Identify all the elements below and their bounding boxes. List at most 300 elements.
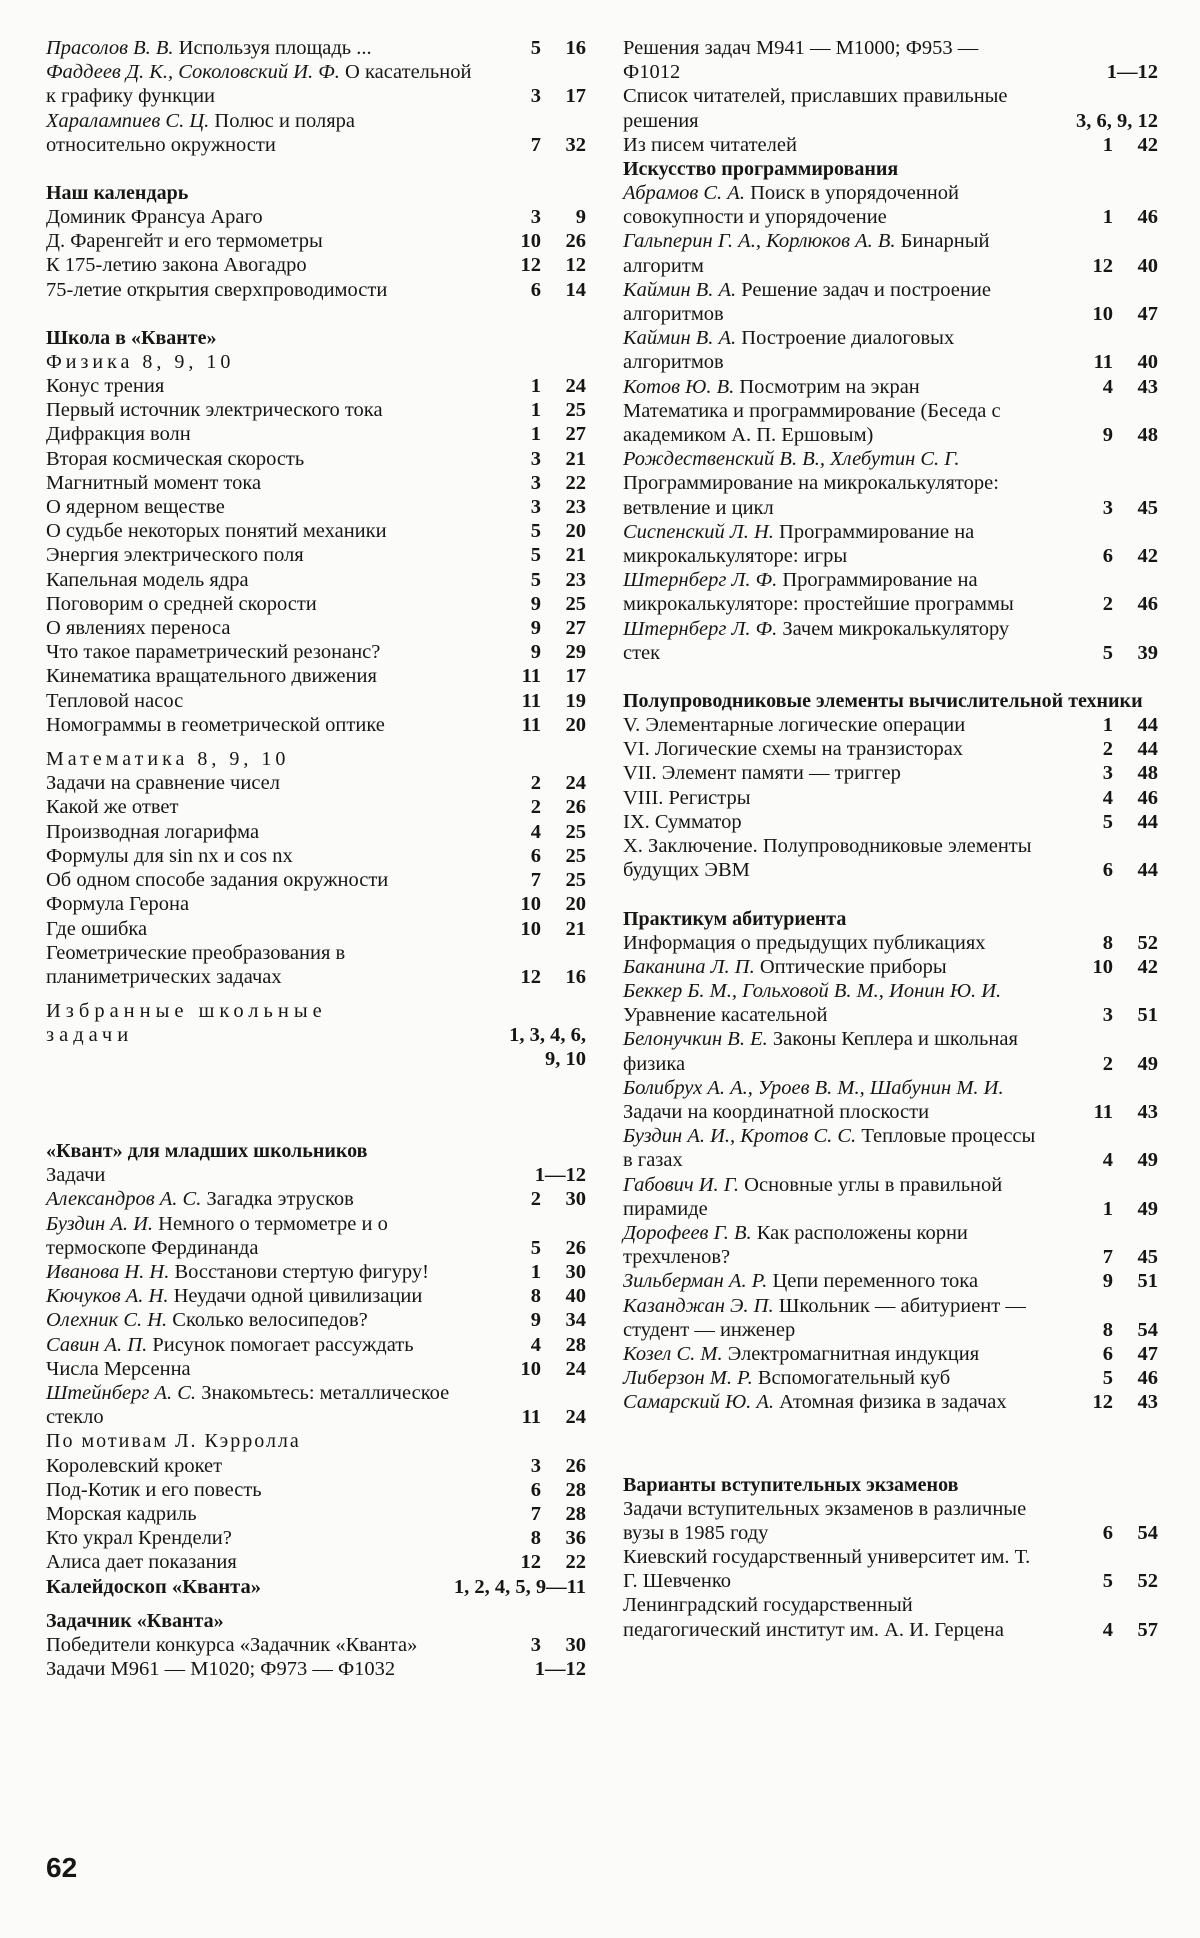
index-entry	[623, 786, 1158, 810]
entry-page: 51	[1137, 1004, 1158, 1027]
index-entry	[623, 617, 1158, 665]
entry-author: Александров А. С.	[46, 1188, 202, 1211]
index-entry	[623, 834, 1158, 882]
entry-issue: 5	[530, 1236, 541, 1259]
entry-title	[46, 60, 586, 108]
kaleidoscope-entry: Калейдоскоп «Кванта» 1, 2, 4, 5, 9—11	[46, 1575, 586, 1598]
entry-title	[623, 786, 1158, 810]
index-entry	[623, 229, 1158, 277]
entry-issue: 2	[530, 796, 541, 819]
entry-page: 21	[565, 447, 586, 470]
entry-title	[623, 810, 1158, 834]
entry-page: 28	[565, 1333, 586, 1356]
entry-title-text: Конус трения	[46, 375, 165, 398]
entry-title	[46, 892, 586, 916]
entry-page: 32	[565, 133, 586, 156]
index-entry	[46, 568, 586, 592]
entry-issue: 2	[1102, 1052, 1113, 1075]
entry-author: Котов Ю. В.	[623, 375, 735, 398]
entry-issue: 10	[520, 917, 541, 940]
entry-title-text: Электромагнитная индукция	[727, 1342, 980, 1365]
entry-issue: 9	[530, 617, 541, 640]
entry-page: 24	[565, 772, 586, 795]
entry-title	[623, 713, 1158, 737]
entry-title-text: Что такое параметрический резонанс?	[46, 641, 381, 664]
entry-page: 39	[1137, 641, 1158, 664]
entry-title	[46, 689, 586, 713]
entry-title	[46, 471, 586, 495]
entry-issue: 6	[1102, 1521, 1113, 1544]
entry-title-text: Загадка этрусков	[206, 1188, 354, 1211]
entry-title-text: Атомная физика в задачах	[779, 1391, 1007, 1414]
entry-title-text: Числа Мерсенна	[46, 1357, 191, 1380]
entry-title	[46, 664, 586, 688]
school-tasks-ref2: 9, 10	[545, 1048, 586, 1071]
entry-title	[623, 1342, 1158, 1366]
entry-page: 40	[565, 1285, 586, 1308]
entry-title-text: Энергия электрического поля	[46, 544, 304, 567]
entry-title	[46, 1478, 586, 1502]
entry-author: Болибрух А. А., Уроев В. М., Шабунин М. И.	[623, 1076, 1004, 1099]
entry-issue: 5	[1102, 1570, 1113, 1593]
entry-page: 21	[565, 544, 586, 567]
entry-issue: 4	[1102, 375, 1113, 398]
entry-title-text: Оптические приборы	[759, 955, 947, 978]
entry-title	[46, 1454, 586, 1478]
index-entry	[623, 979, 1158, 1027]
entry-title-text: Задачи вступительных экзаменов в различные вузы в 1985 году	[623, 1497, 1027, 1544]
index-entry	[46, 868, 586, 892]
entry-page: 16	[565, 965, 586, 988]
entry-title	[46, 1333, 586, 1357]
entry-issue: 1	[530, 375, 541, 398]
entry-issue: 3	[530, 447, 541, 470]
entry-title-text: VI. Логические схемы на транзисторах	[623, 738, 964, 761]
entry-title-text: Производная логарифма	[46, 820, 260, 843]
entry-title	[46, 868, 586, 892]
entry-title-text: Морская кадриль	[46, 1502, 197, 1525]
entry-issue: 1	[530, 1260, 541, 1283]
entry-author: Иванова Н. Н.	[46, 1260, 170, 1283]
entry-title-text: Программирование на микрокалькуляторе: игры	[623, 520, 975, 568]
entry-title-text: Школьник — абитуриент — студент — инженер	[623, 1294, 1026, 1341]
entry-title-text: Под-Котик и его повесть	[46, 1478, 262, 1501]
entry-issue: 8	[530, 1285, 541, 1308]
entry-page: 23	[565, 568, 586, 591]
entry-issue: 10	[520, 1357, 541, 1380]
entry-page: 12	[565, 254, 586, 277]
entry-issue: 7	[1102, 1246, 1113, 1269]
section-heading-exams: Варианты вступительных экзаменов	[623, 1473, 959, 1496]
entry-page: 49	[1137, 1149, 1158, 1172]
entry-title-text: Капельная модель ядра	[46, 568, 249, 591]
entry-title	[623, 617, 1158, 665]
index-entry	[46, 1381, 586, 1429]
entry-page: 14	[565, 278, 586, 301]
index-entry	[46, 844, 586, 868]
winners-entry: Победители конкурса «Задачник «Кванта» 3 30	[46, 1633, 586, 1656]
entry-issue: 12	[520, 254, 541, 277]
entry-title-text: Геометрические преобразования в планиметрических задачах	[46, 941, 346, 988]
entry-title-text: IX. Сумматор	[623, 810, 742, 833]
entry-title	[46, 229, 586, 253]
readers-list-entry: Список читателей, приславших правильные решения 3, 6, 9, 12	[623, 85, 1158, 132]
entry-page: 46	[1137, 593, 1158, 616]
entry-title-text: Как расположены корни трехчленов?	[623, 1221, 968, 1269]
index-entry	[623, 375, 1158, 399]
index-entry	[46, 820, 586, 844]
index-entry	[46, 689, 586, 713]
entry-page: 40	[1137, 254, 1158, 277]
entry-title	[623, 1390, 1158, 1414]
index-entry	[623, 761, 1158, 785]
entry-page: 47	[1137, 303, 1158, 326]
index-entry	[623, 1593, 1158, 1641]
entry-title	[623, 375, 1158, 399]
section-heading-school: Школа в «Кванте»	[46, 326, 217, 349]
entry-issue: 8	[1102, 931, 1113, 954]
entry-author: Сиспенский Л. Н.	[623, 520, 774, 543]
entry-page: 22	[565, 471, 586, 494]
entry-title-text: Неудачи одной цивилизации	[173, 1285, 423, 1308]
entry-title	[46, 771, 586, 795]
index-entry	[46, 592, 586, 616]
entry-issue: 3	[530, 471, 541, 494]
entry-author: Олехник С. Н.	[46, 1309, 168, 1332]
entry-page: 43	[1137, 1391, 1158, 1414]
entry-title-text: Бинарный алгоритм	[623, 230, 990, 277]
index-entry	[46, 771, 586, 795]
entry-issue: 7	[530, 133, 541, 156]
entry-page: 49	[1137, 1052, 1158, 1075]
entry-page: 30	[565, 1260, 586, 1283]
entry-author: Белонучкин В. Е.	[623, 1028, 768, 1051]
entry-page: 54	[1137, 1521, 1158, 1544]
entry-issue: 11	[521, 713, 541, 736]
entry-title	[623, 1366, 1158, 1390]
entry-page: 9	[575, 206, 586, 229]
entry-author: Самарский Ю. А.	[623, 1391, 775, 1414]
entry-title-text: Поговорим о средней скорости	[46, 592, 317, 615]
entry-issue: 12	[520, 965, 541, 988]
entry-author: Дорофеев Г. В.	[623, 1221, 752, 1244]
subheading-math: Математика 8, 9, 10	[46, 748, 290, 771]
entry-issue: 5	[530, 37, 541, 59]
index-entry	[623, 520, 1158, 568]
entry-page: 23	[565, 496, 586, 519]
entry-page: 40	[1137, 351, 1158, 374]
entry-title	[46, 278, 586, 302]
entry-title-text: Тепловой насос	[46, 689, 184, 712]
entry-page: 27	[565, 617, 586, 640]
entry-author: Кючуков А. Н.	[46, 1285, 169, 1308]
entry-issue: 7	[530, 1502, 541, 1525]
entry-page: 26	[565, 1454, 586, 1477]
entry-title-text: Законы Кеплера и школьная физика	[623, 1028, 1018, 1075]
entry-author: Козел С. М.	[623, 1342, 723, 1365]
entry-issue: 6	[530, 1478, 541, 1501]
entry-issue: 5	[530, 544, 541, 567]
index-entry	[46, 664, 586, 688]
entry-page: 46	[1137, 786, 1158, 809]
entry-page: 44	[1137, 738, 1158, 761]
entry-title	[46, 1502, 586, 1526]
entry-title	[623, 1124, 1158, 1172]
entry-page: 26	[565, 1236, 586, 1259]
entry-title-text: К 175-летию закона Авогадро	[46, 254, 307, 277]
entry-issue: 12	[520, 1551, 541, 1574]
index-entry	[623, 1294, 1158, 1342]
index-entry	[46, 1357, 586, 1381]
entry-title-text: Знакомьтесь: металлическое стекло	[46, 1381, 450, 1429]
juniors-tasks-entry: Задачи 1—12	[46, 1164, 586, 1187]
entry-title	[46, 519, 586, 543]
entry-page: 54	[1137, 1318, 1158, 1341]
entry-issue: 4	[530, 820, 541, 843]
entry-title	[46, 205, 586, 229]
index-entry	[46, 1212, 586, 1260]
entry-page: 27	[565, 423, 586, 446]
entry-issue: 11	[1093, 1100, 1113, 1123]
entry-title-text: Решение задач и построение алгоритмов	[623, 278, 991, 326]
entry-page: 34	[565, 1309, 586, 1332]
entry-issue: 9	[530, 592, 541, 615]
entry-title	[623, 229, 1158, 277]
entry-page: 45	[1137, 1246, 1158, 1269]
entry-title	[623, 399, 1158, 447]
entry-issue: 8	[1102, 1318, 1113, 1341]
entry-page: 44	[1137, 810, 1158, 833]
index-entry	[46, 60, 586, 108]
entry-issue: 4	[530, 1333, 541, 1356]
index-entry	[623, 1076, 1158, 1124]
subheading-physics: Физика 8, 9, 10	[46, 350, 235, 373]
entry-title-text: Основные углы в правильной пирамиде	[623, 1173, 1003, 1220]
entry-title	[623, 568, 1158, 616]
entry-title-text: Формула Герона	[46, 893, 190, 916]
entry-title	[623, 1497, 1158, 1545]
entry-issue: 5	[1102, 641, 1113, 664]
entry-title	[623, 761, 1158, 785]
entry-page: 26	[565, 796, 586, 819]
entry-title-text: Вторая космическая скорость	[46, 447, 305, 470]
entry-page: 44	[1137, 714, 1158, 737]
index-entry	[46, 1308, 586, 1332]
entry-page: 44	[1137, 859, 1158, 882]
entry-issue: 5	[1102, 1367, 1113, 1390]
section-heading-problems: Задачник «Кванта»	[46, 1609, 224, 1632]
entry-title	[46, 447, 586, 471]
entry-page: 25	[565, 399, 586, 422]
problems-tasks-entry: Задачи М961 — М1020; Ф973 — Ф1032 1—12	[46, 1657, 586, 1680]
entry-page: 43	[1137, 375, 1158, 398]
index-entry	[623, 955, 1158, 979]
entry-author: Буздин А. И.	[46, 1212, 154, 1235]
entry-title	[623, 1173, 1158, 1221]
entry-title	[46, 1187, 586, 1211]
entry-title	[623, 1593, 1158, 1641]
entry-title-text: Киевский государственный университет им. Т. Г. Шевченко	[623, 1545, 1031, 1593]
entry-author: Буздин А. И., Кротов С. С.	[623, 1125, 857, 1148]
entry-author: Баканина Л. П.	[623, 955, 755, 978]
entry-issue: 4	[1102, 1149, 1113, 1172]
entry-title-text: X. Заключение. Полупроводниковые элементы будущих ЭВМ	[623, 835, 1032, 882]
entry-title-text: Где ошибка	[46, 917, 148, 940]
entry-page: 28	[565, 1502, 586, 1525]
entry-author: Либерзон М. Р.	[623, 1367, 753, 1390]
entry-title	[46, 253, 586, 277]
entry-issue: 7	[530, 869, 541, 892]
entry-page: 49	[1137, 1197, 1158, 1220]
entry-author: Штейнберг А. С.	[46, 1381, 197, 1404]
entry-title-text: Д. Фаренгейт и его термометры	[46, 230, 323, 253]
index-entry	[46, 495, 586, 519]
entry-issue: 8	[530, 1527, 541, 1550]
entry-title-text: Кинематика вращательного движения	[46, 665, 377, 688]
index-entry	[46, 374, 586, 398]
entry-title	[623, 979, 1158, 1027]
entry-issue: 9	[1102, 1270, 1113, 1293]
entry-title-text: V. Элементарные логические операции	[623, 714, 966, 737]
entry-issue: 1	[530, 423, 541, 446]
entry-title-text: Цепи переменного тока	[772, 1270, 979, 1293]
entry-title-text: Какой же ответ	[46, 796, 179, 819]
entry-title	[46, 844, 586, 868]
index-entry	[46, 713, 586, 737]
entry-issue: 4	[1102, 786, 1113, 809]
index-entry	[46, 109, 586, 157]
entry-title	[623, 931, 1158, 955]
left-column	[46, 36, 586, 1681]
entry-issue: 3	[1102, 496, 1113, 519]
entry-author: Штернберг Л. Ф.	[623, 569, 778, 592]
entry-page: 20	[565, 713, 586, 736]
entry-issue: 6	[1102, 545, 1113, 568]
entry-issue: 6	[530, 844, 541, 867]
index-entry	[623, 1173, 1158, 1221]
section-heading-applicant: Практикум абитуриента	[623, 907, 847, 930]
index-entry	[46, 447, 586, 471]
entry-page: 21	[565, 917, 586, 940]
index-entry	[46, 229, 586, 253]
entry-author: Абрамов С. А.	[623, 182, 745, 205]
index-entry	[46, 543, 586, 567]
index-entry	[46, 36, 586, 60]
entry-issue: 5	[530, 520, 541, 543]
entry-title-text: О явлениях переноса	[46, 617, 231, 640]
entry-title-text: Зачем микрокалькулятору стек	[623, 617, 1010, 664]
entry-issue: 3	[1102, 762, 1113, 785]
entry-author: Гальперин Г. А., Корлюков А. В.	[623, 230, 896, 253]
entry-page: 20	[565, 520, 586, 543]
entry-issue: 3	[530, 1454, 541, 1477]
entry-title	[46, 1526, 586, 1550]
entry-title-text: О судьбе некоторых понятий механики	[46, 520, 387, 543]
entry-title	[46, 1308, 586, 1332]
entry-issue: 10	[1092, 303, 1113, 326]
entry-title-text: Полюс и поляра относительно окружности	[46, 109, 356, 156]
index-entry	[46, 640, 586, 664]
index-entry	[46, 422, 586, 446]
index-entry	[623, 278, 1158, 326]
entry-page: 29	[565, 641, 586, 664]
entry-issue: 10	[1092, 955, 1113, 978]
index-entry	[623, 447, 1158, 520]
entry-page: 47	[1137, 1342, 1158, 1365]
entry-page: 20	[565, 893, 586, 916]
entry-title	[623, 737, 1158, 761]
entry-title-text: Восстанови стертую фигуру!	[174, 1260, 429, 1283]
entry-author: Каймин В. А.	[623, 327, 737, 350]
index-entry	[623, 1027, 1158, 1075]
entry-title-text: Дифракция волн	[46, 423, 191, 446]
index-entry	[623, 1545, 1158, 1593]
entry-title-text: Задачи на сравнение чисел	[46, 772, 280, 795]
entry-title	[46, 592, 586, 616]
entry-title-text: Ленинградский государственный педагогический институт им. А. И. Герцена	[623, 1594, 1004, 1641]
index-entry	[46, 1187, 586, 1211]
entry-title-text: Задачи на координатной плоскости	[623, 1100, 930, 1123]
index-entry	[46, 1260, 586, 1284]
entry-page: 48	[1137, 424, 1158, 447]
entry-title	[46, 616, 586, 640]
index-entry	[623, 1124, 1158, 1172]
right-column	[623, 36, 1158, 1642]
entry-issue: 2	[1102, 593, 1113, 616]
entry-page: 24	[565, 375, 586, 398]
entry-title-text: О касательной к графику функции	[46, 61, 472, 108]
entry-issue: 6	[530, 278, 541, 301]
page-number: 62	[46, 1852, 78, 1883]
entry-title-text: Кто украл Крендели?	[46, 1527, 232, 1550]
entry-author: Зильберман А. Р.	[623, 1270, 768, 1293]
entry-issue: 3	[530, 206, 541, 229]
entry-title	[46, 1357, 586, 1381]
entry-page: 16	[565, 37, 586, 59]
entry-issue: 9	[1102, 424, 1113, 447]
entry-title-text: Алиса дает показания	[46, 1551, 237, 1574]
entry-title-text: Сколько велосипедов?	[172, 1309, 368, 1332]
entry-author: Прасолов В. В.	[46, 37, 174, 59]
entry-author: Фаддеев Д. К., Соколовский И. Ф.	[46, 61, 340, 84]
entry-title	[46, 422, 586, 446]
entry-page: 42	[1137, 955, 1158, 978]
entry-title-text: О ядерном веществе	[46, 496, 225, 519]
entry-title	[623, 1221, 1158, 1269]
entry-issue: 10	[520, 893, 541, 916]
entry-title	[623, 1294, 1158, 1342]
section-heading-calendar: Наш календарь	[46, 182, 189, 205]
entry-title-text: Построение диалоговых алгоритмов	[623, 327, 955, 374]
index-entry	[623, 399, 1158, 447]
entry-page: 30	[565, 1188, 586, 1211]
entry-title	[623, 1545, 1158, 1593]
entry-page: 25	[565, 592, 586, 615]
index-entry	[46, 616, 586, 640]
index-entry	[46, 278, 586, 302]
index-entry	[623, 181, 1158, 229]
entry-page: 46	[1137, 206, 1158, 229]
section-heading-programming: Искусство программирования	[623, 158, 899, 181]
entry-title-text: Тепловые процессы в газах	[623, 1125, 1036, 1172]
entry-issue: 11	[521, 665, 541, 688]
entry-issue: 3	[530, 85, 541, 108]
school-tasks-entry: Избранные школьные задачи 1, 3, 4, 6, 9, 10	[46, 1000, 586, 1071]
index-entry	[46, 1502, 586, 1526]
entry-page: 48	[1137, 762, 1158, 785]
entry-page: 17	[565, 85, 586, 108]
entry-page: 52	[1137, 931, 1158, 954]
